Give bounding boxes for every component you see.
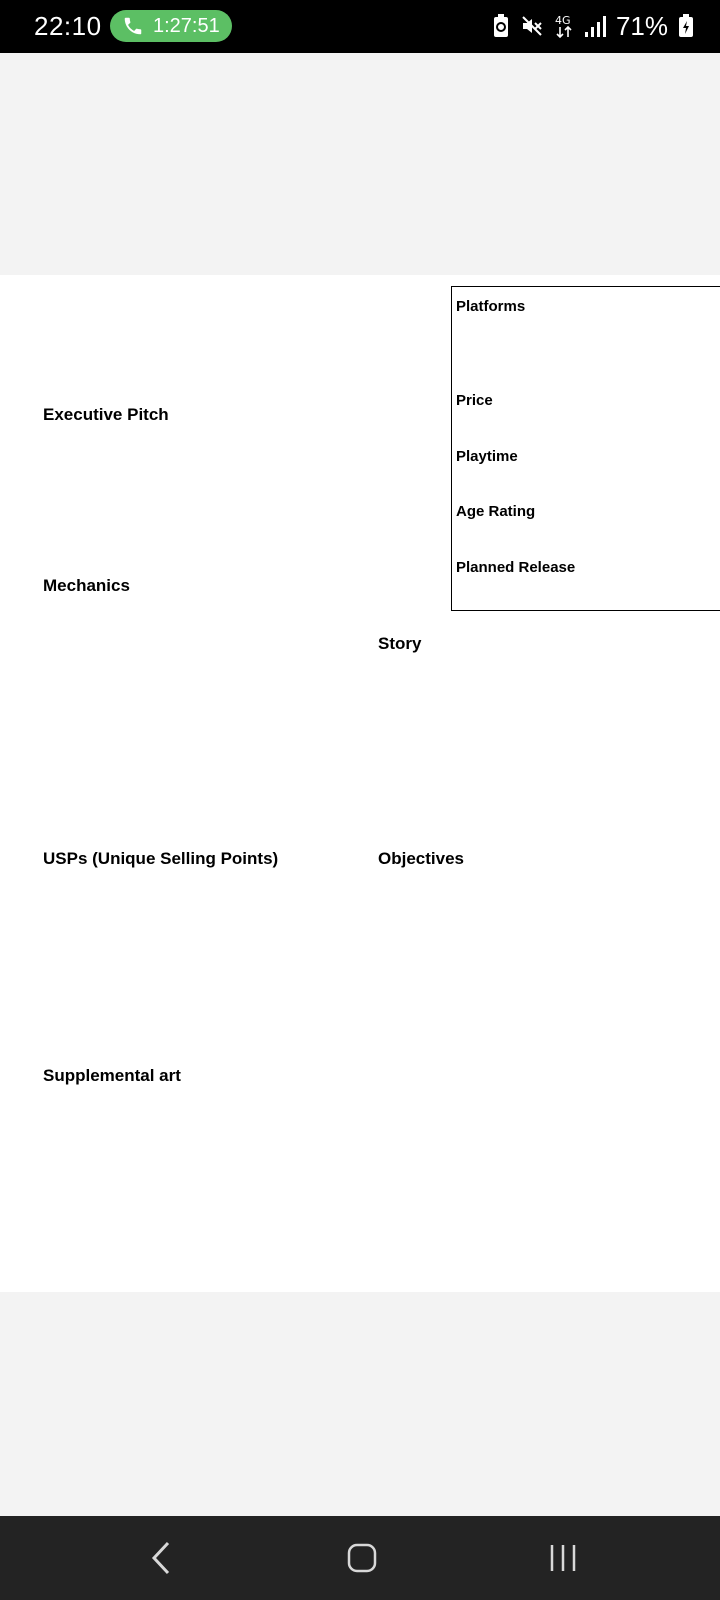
heading-story: Story [378, 634, 422, 653]
game-info-box [451, 286, 720, 611]
heading-mechanics: Mechanics [43, 576, 130, 595]
battery-charging-icon [678, 14, 694, 38]
phone-icon [122, 15, 144, 37]
label-playtime: Playtime [456, 448, 518, 465]
home-button[interactable] [340, 1536, 384, 1580]
heading-objectives: Objectives [378, 849, 464, 868]
network-4g-icon [554, 13, 574, 39]
heading-usps: USPs (Unique Selling Points) [43, 849, 279, 868]
label-platforms: Platforms [456, 298, 526, 315]
heading-executive-pitch: Executive Pitch [43, 405, 169, 424]
back-button[interactable] [140, 1536, 184, 1580]
signal-icon [584, 15, 606, 37]
call-timer: 1:27:51 [153, 14, 220, 37]
label-price: Price [456, 392, 493, 409]
mute-icon [520, 14, 544, 38]
label-age-rating: Age Rating [456, 503, 536, 520]
ongoing-call-pill[interactable] [110, 10, 232, 42]
home-icon [347, 1543, 377, 1573]
status-icons [492, 12, 694, 40]
heading-supplemental-art: Supplemental art [43, 1066, 181, 1085]
svg-text:4G: 4G [554, 14, 571, 27]
battery-percent: 71% [615, 10, 668, 41]
back-icon [150, 1541, 174, 1575]
recent-apps-icon [548, 1543, 578, 1573]
recent-apps-button[interactable] [541, 1536, 585, 1580]
navigation-bar [0, 1516, 720, 1600]
document-page [0, 275, 720, 1292]
label-planned-release: Planned Release [456, 559, 576, 576]
recycle-battery-icon [492, 14, 510, 38]
status-bar [0, 0, 720, 53]
status-time: 22:10 [34, 11, 102, 41]
